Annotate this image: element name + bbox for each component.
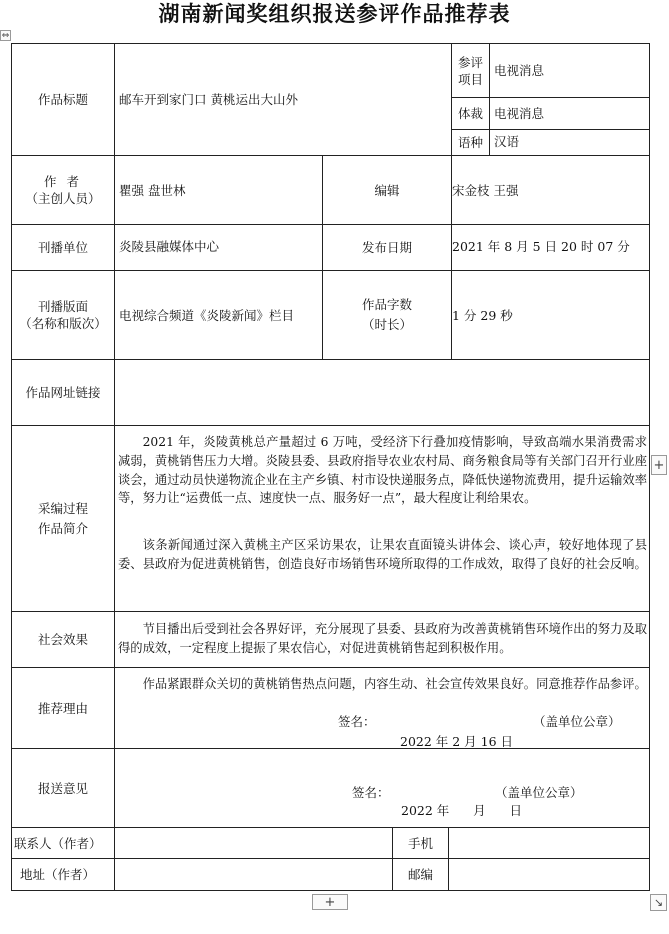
language-label: 语种 [451,129,490,156]
word-count-value[interactable]: 1 分 29 秒 [451,270,650,360]
opinion-signature: 签名： [352,785,390,800]
reason-label: 推荐理由 [11,667,115,749]
phone-label: 手机 [392,827,449,859]
page-title: 湖南新闻奖组织报送参评作品推荐表 [158,2,511,26]
contact-value[interactable] [114,827,393,859]
editor-value[interactable]: 宋金枝 王强 [451,155,650,225]
entry-item-value[interactable]: 电视消息 [489,43,650,98]
phone-value[interactable] [448,827,650,859]
opinion-seal: （盖单位公章） [495,785,583,800]
postcode-label: 邮编 [392,858,449,891]
reason-seal: （盖单位公章） [533,714,621,729]
contact-label: 联系人（作者） [11,827,115,859]
layout-value[interactable]: 电视综合频道《炎陵新闻》栏目 [114,270,323,360]
publish-date-value[interactable]: 2021 年 8 月 5 日 20 时 07 分 [451,224,650,271]
genre-label: 体裁 [451,97,490,130]
publisher-value[interactable]: 炎陵县融媒体中心 [114,224,323,271]
postcode-value[interactable] [448,858,650,891]
language-value[interactable]: 汉语 [489,129,650,156]
work-title-value[interactable]: 邮车开到家门口 黄桃运出大山外 [114,43,452,156]
word-count-label: 作品字数 （时长） [322,270,452,360]
publish-date-label: 发布日期 [322,224,452,271]
work-title-label: 作品标题 [11,43,115,156]
process-paragraph-1: 2021 年，炎陵黄桃总产量超过 6 万吨，受经济下行叠加疫情影响，导致高端水果消费需求减弱，黄桃销售压力大增。炎陵县委、县政府指导农业农村局、商务粮食局等有关部门召开行业座谈会，通过动员快递物流企业在主产乡镇、村市设快递服务点，降低快递物流费用，提升运输效率等，努力让“运费低一点、速度快一点、服务好一点”，最大程度让利给果农。 [118,435,647,506]
table-resize-handle[interactable]: ↘ [650,894,667,911]
author-value[interactable]: 瞿强 盘世林 [114,155,323,225]
table-move-handle[interactable]: ⇔ [1,30,10,41]
address-label: 地址（作者） [11,858,115,891]
add-row-button[interactable]: + [312,894,348,910]
address-value[interactable] [114,858,393,891]
add-column-button[interactable]: + [651,455,667,475]
entry-item-label: 参评 项目 [451,43,490,98]
url-value[interactable] [114,359,650,426]
opinion-date: 2022 年 月 日 [401,803,522,818]
social-effect-text: 节目播出后受到社会各界好评，充分展现了县委、县政府为改善黄桃销售环境作出的努力及取得的成效，一定程度上提振了果农信心，对促进黄桃销售起到积极作用。 [118,622,647,655]
editor-label: 编辑 [322,155,452,225]
author-label: 作 者 （主创人员） [11,155,115,225]
process-label: 采编过程 作品简介 [11,425,115,612]
genre-value[interactable]: 电视消息 [489,97,650,130]
reason-signature: 签名： [338,714,376,729]
process-paragraph-2: 该条新闻通过深入黄桃主产区采访果农，让果农直面镜头讲体会、谈心声，较好地体现了县委、县政府为促进黄桃销售，创造良好市场销售环境所取得的工作成效，取得了良好的社会反响。 [118,538,647,571]
social-effect-label: 社会效果 [11,611,115,668]
publisher-label: 刊播单位 [11,224,115,271]
reason-text: 作品紧跟群众关切的黄桃销售热点问题，内容生动、社会宣传效果良好。同意推荐作品参评。 [142,677,647,691]
url-label: 作品网址链接 [11,359,115,426]
reason-date: 2022 年 2 月 16 日 [400,734,514,749]
opinion-label: 报送意见 [11,748,115,828]
layout-label: 刊播版面 （名称和版次） [11,270,115,360]
